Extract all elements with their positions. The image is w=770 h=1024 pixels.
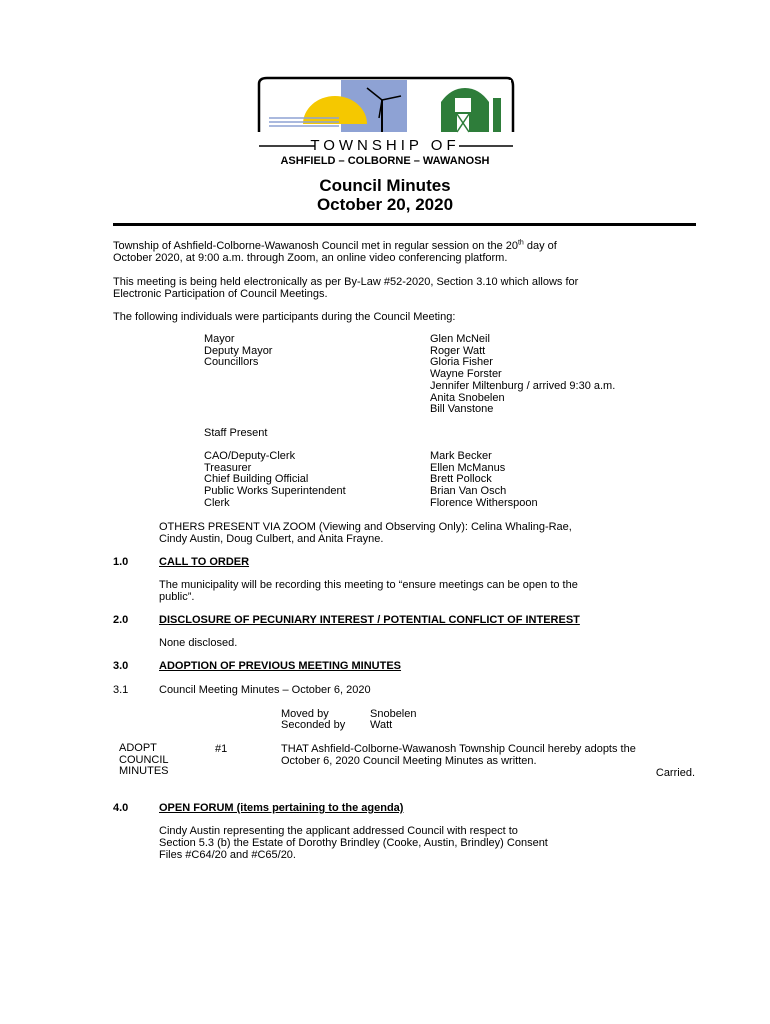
logo-township-of: TOWNSHIP OF bbox=[310, 137, 460, 154]
seconded-by-label: Seconded by bbox=[281, 719, 346, 731]
section-3-1-text: Council Meeting Minutes – October 6, 2020 bbox=[159, 684, 371, 696]
moved-by-label: Moved by bbox=[281, 708, 329, 720]
member-name: Gloria Fisher bbox=[430, 356, 493, 369]
motion-number: #1 bbox=[215, 743, 228, 755]
section-3-heading: ADOPTION OF PREVIOUS MEETING MINUTES bbox=[159, 660, 402, 672]
staff-heading: Staff Present bbox=[204, 427, 268, 439]
role-label: Treasurer bbox=[204, 461, 252, 474]
others-present: OTHERS PRESENT VIA ZOOM (Viewing and Observing Only): Celina Whaling-Rae, Cindy Austin, Doug Culbert, and Anita Frayne. bbox=[159, 521, 572, 545]
staff-name: Ellen McManus bbox=[430, 461, 506, 474]
motion-side-label: ADOPT COUNCIL MINUTES bbox=[119, 742, 169, 778]
intro-paragraph-3: The following individuals were participants during the Council Meeting: bbox=[113, 311, 456, 323]
section-2-number: 2.0 bbox=[113, 614, 129, 626]
logo-township-name: ASHFIELD – COLBORNE – WAWANOSH bbox=[280, 155, 490, 167]
staff-name: Mark Becker bbox=[430, 450, 492, 462]
role-label: Mayor bbox=[204, 333, 235, 345]
member-name: Anita Snobelen bbox=[430, 391, 505, 404]
title-divider bbox=[113, 223, 696, 226]
page-title: Council Minutes bbox=[319, 176, 451, 195]
meeting-date: October 20, 2020 bbox=[316, 195, 454, 214]
section-4-heading: OPEN FORUM (items pertaining to the agenda) bbox=[159, 802, 404, 814]
moved-by-value: Snobelen bbox=[370, 708, 417, 720]
section-4-number: 4.0 bbox=[113, 802, 129, 814]
section-4-body: Cindy Austin representing the applicant addressed Council with respect to Section 5.3 (b) the Estate of Dorothy Brindley (Cooke, Austin, Brindley) Consent Files #C64/20 and #C65/20. bbox=[159, 825, 548, 861]
role-label: Chief Building Official bbox=[204, 473, 309, 486]
section-1-number: 1.0 bbox=[113, 556, 129, 568]
member-name: Bill Vanstone bbox=[430, 403, 494, 416]
staff-name: Brian Van Osch bbox=[430, 485, 507, 498]
council-roles bbox=[204, 334, 272, 369]
role-label: Public Works Superintendent bbox=[204, 485, 346, 498]
staff-roles bbox=[204, 451, 346, 510]
section-1-heading: CALL TO ORDER bbox=[159, 556, 250, 568]
seconded-by-value: Watt bbox=[370, 719, 393, 731]
staff-name: Brett Pollock bbox=[430, 473, 492, 486]
role-label: Clerk bbox=[204, 496, 230, 509]
motion-text: THAT Ashfield-Colborne-Wawanosh Township Council hereby adopts the October 6, 2020 Council Meeting Minutes as written. bbox=[281, 743, 636, 767]
role-label: Deputy Mayor bbox=[204, 344, 273, 357]
role-label: CAO/Deputy-Clerk bbox=[204, 450, 296, 462]
intro-paragraph-2: This meeting is being held electronically as per By-Law #52-2020, Section 3.10 which allows for Electronic Participation of Council Meetings. bbox=[113, 276, 579, 300]
section-3-number: 3.0 bbox=[113, 660, 129, 672]
intro-paragraph-1: Township of Ashfield-Colborne-Wawanosh Council met in regular session on the 20th day of October 2020, at 9:00 a.m. through Zoom, an online video conferencing platform. bbox=[113, 239, 557, 264]
staff-name: Florence Witherspoon bbox=[430, 496, 538, 509]
member-name: Wayne Forster bbox=[430, 368, 502, 381]
staff-names bbox=[430, 451, 538, 510]
section-2-heading: DISCLOSURE OF PECUNIARY INTEREST / POTENTIAL CONFLICT OF INTEREST bbox=[159, 614, 580, 626]
role-label: Councillors bbox=[204, 356, 259, 369]
section-3-1-number: 3.1 bbox=[113, 684, 129, 696]
member-name: Roger Watt bbox=[430, 344, 486, 357]
member-name: Jennifer Miltenburg / arrived 9:30 a.m. bbox=[430, 379, 616, 392]
section-2-body: None disclosed. bbox=[159, 637, 238, 649]
motion-result: Carried. bbox=[655, 767, 695, 779]
member-name: Glen McNeil bbox=[430, 333, 490, 345]
council-names bbox=[430, 334, 615, 416]
section-1-body: The municipality will be recording this meeting to “ensure meetings can be open to the public”. bbox=[159, 579, 578, 603]
township-logo bbox=[255, 74, 515, 170]
